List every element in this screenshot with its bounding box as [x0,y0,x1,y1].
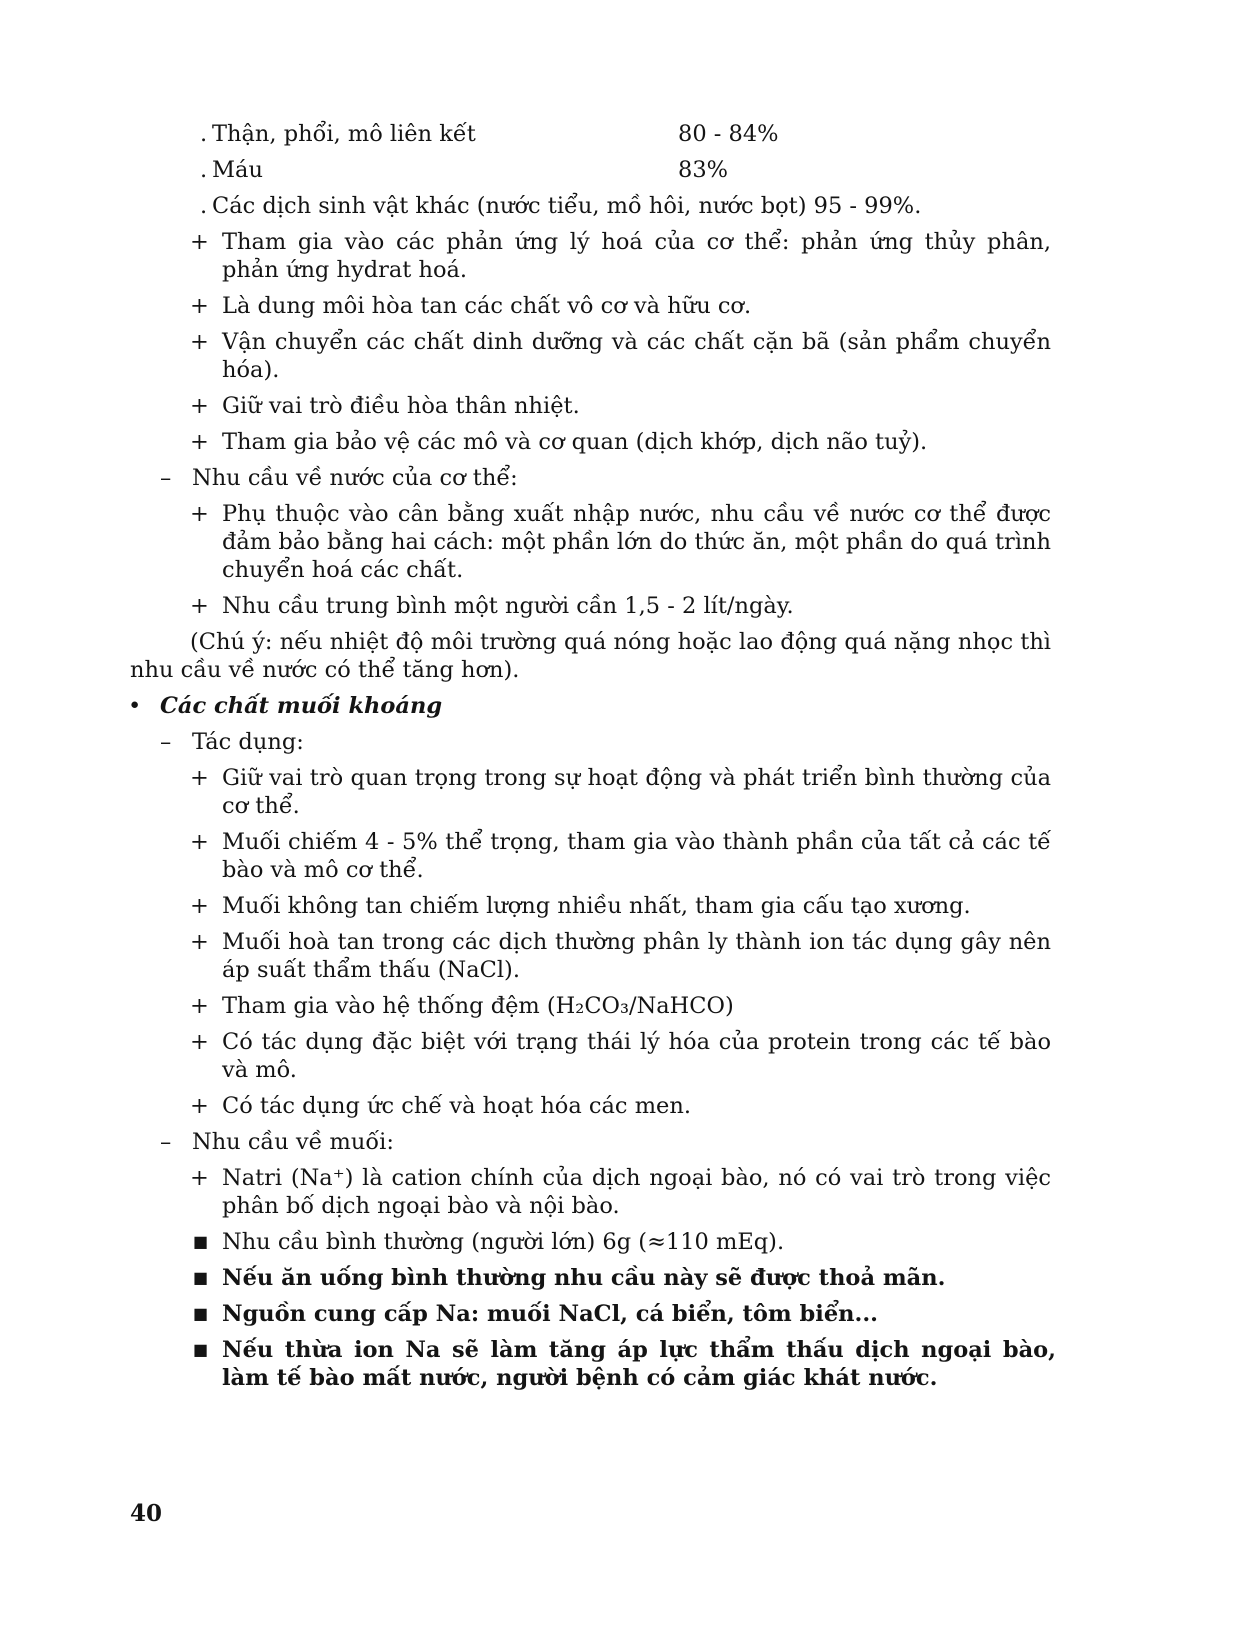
sodium-intro-text: Natri (Na⁺) là cation chính của dịch ngoại bào, nó có vai trò trong việc phân bố dịch ngoại bào và nội bào. [222,1165,1051,1219]
note-paragraph: (Chú ý: nếu nhiệt độ môi trường quá nóng hoặc lao động quá nặng nhọc thì nhu cầu về nước có thể tăng hơn). [130,629,1051,683]
plus-marker: + [190,829,209,855]
water-role-item [0,392,1256,420]
plus-marker: + [190,1093,209,1119]
tissue-value: 83% [678,157,729,183]
effect-item [0,1028,1256,1084]
effects-heading [0,728,1256,756]
square-bullet: ■ [193,1268,209,1287]
salt-need-heading [0,1128,1256,1156]
page-body [0,120,1256,1400]
dot-marker: . [200,157,208,183]
water-role-item [0,328,1256,384]
sodium-intro [0,1164,1256,1220]
water-role-text: Tham gia bảo vệ các mô và cơ quan (dịch khớp, dịch não tuỷ). [222,429,928,455]
dash-marker: – [160,465,172,491]
sodium-point [0,1300,1256,1328]
dash-marker: – [160,1129,172,1155]
plus-marker: + [190,229,209,255]
effect-text: Muối không tan chiếm lượng nhiều nhất, tham gia cấu tạo xương. [222,893,971,919]
plus-marker: + [190,765,209,791]
water-role-item [0,292,1256,320]
effect-item [0,928,1256,984]
water-role-text: Là dung môi hòa tan các chất vô cơ và hữu cơ. [222,293,752,319]
plus-marker: + [190,501,209,527]
effect-item [0,992,1256,1020]
water-need-text: Nhu cầu trung bình một người cần 1,5 - 2 lít/ngày. [222,593,794,619]
plus-marker: + [190,993,209,1019]
effect-text: Có tác dụng đặc biệt với trạng thái lý hóa của protein trong các tế bào và mô. [222,1029,1051,1083]
effect-text: Có tác dụng ức chế và hoạt hóa các men. [222,1093,691,1119]
water-need-item [0,592,1256,620]
dash-marker: – [160,729,172,755]
plus-marker: + [190,1029,209,1055]
tissue-item-kidney [0,120,1256,148]
water-role-text: Vận chuyển các chất dinh dưỡng và các chất cặn bã (sản phẩm chuyển hóa). [222,329,1051,383]
tissue-label: Máu [212,157,263,183]
dot-marker: . [200,193,208,219]
water-role-text: Tham gia vào các phản ứng lý hoá của cơ thể: phản ứng thủy phân, phản ứng hydrat hoá. [222,229,1051,283]
sodium-point-text: Nếu ăn uống bình thường nhu cầu này sẽ được thoả mãn. [222,1265,946,1291]
bullet-marker: • [128,693,142,719]
water-role-item [0,428,1256,456]
square-bullet: ■ [193,1304,209,1323]
dot-marker: . [200,121,208,147]
tissue-item-blood [0,156,1256,184]
effect-text: Muối hoà tan trong các dịch thường phân ly thành ion tác dụng gây nên áp suất thẩm thấu (NaCl). [222,929,1051,983]
effect-text: Tham gia vào hệ thống đệm (H₂CO₃/NaHCO) [222,993,734,1019]
square-bullet: ■ [193,1232,209,1251]
effect-item [0,764,1256,820]
effect-item [0,1092,1256,1120]
sodium-point-text: Nhu cầu bình thường (người lớn) 6g (≈110 mEq). [222,1229,785,1255]
tissue-item-other-fluids [0,192,1256,220]
heading-text: Nhu cầu về muối: [192,1129,394,1155]
sodium-point-text: Nguồn cung cấp Na: muối NaCl, cá biển, tôm biển... [222,1301,879,1327]
sodium-point [0,1336,1256,1392]
plus-marker: + [190,893,209,919]
plus-marker: + [190,1165,209,1191]
tissue-label: Thận, phổi, mô liên kết [212,121,476,147]
square-bullet: ■ [193,1340,209,1359]
heading-text: Nhu cầu về nước của cơ thể: [192,465,518,491]
sodium-point-text: Nếu thừa ion Na sẽ làm tăng áp lực thẩm thấu dịch ngoại bào, làm tế bào mất nước, người bệnh có cảm giác khát nước. [222,1337,1056,1391]
water-need-text: Phụ thuộc vào cân bằng xuất nhập nước, nhu cầu về nước cơ thể được đảm bảo bằng hai cách: một phần lớn do thức ăn, một phần do quá trình chuyển hoá các chất. [222,501,1051,583]
effect-text: Giữ vai trò quan trọng trong sự hoạt động và phát triển bình thường của cơ thể. [222,765,1051,819]
plus-marker: + [190,393,209,419]
plus-marker: + [190,429,209,455]
sodium-point [0,1264,1256,1292]
water-role-item [0,228,1256,284]
water-role-text: Giữ vai trò điều hòa thân nhiệt. [222,393,580,419]
water-need-item [0,500,1256,584]
effect-item [0,892,1256,920]
plus-marker: + [190,329,209,355]
water-need-heading [0,464,1256,492]
page-number: 40 [130,1500,163,1527]
plus-marker: + [190,293,209,319]
section-heading-text: Các chất muối khoáng [160,693,443,719]
tissue-value: 80 - 84% [678,121,779,147]
heading-text: Tác dụng: [192,729,304,755]
sodium-point [0,1228,1256,1256]
plus-marker: + [190,929,209,955]
plus-marker: + [190,593,209,619]
effect-text: Muối chiếm 4 - 5% thể trọng, tham gia vào thành phần của tất cả các tế bào và mô cơ thể. [222,829,1051,883]
minerals-heading [0,692,1256,720]
effect-item [0,828,1256,884]
tissue-label: Các dịch sinh vật khác (nước tiểu, mồ hôi, nước bọt) 95 - 99%. [212,193,922,219]
